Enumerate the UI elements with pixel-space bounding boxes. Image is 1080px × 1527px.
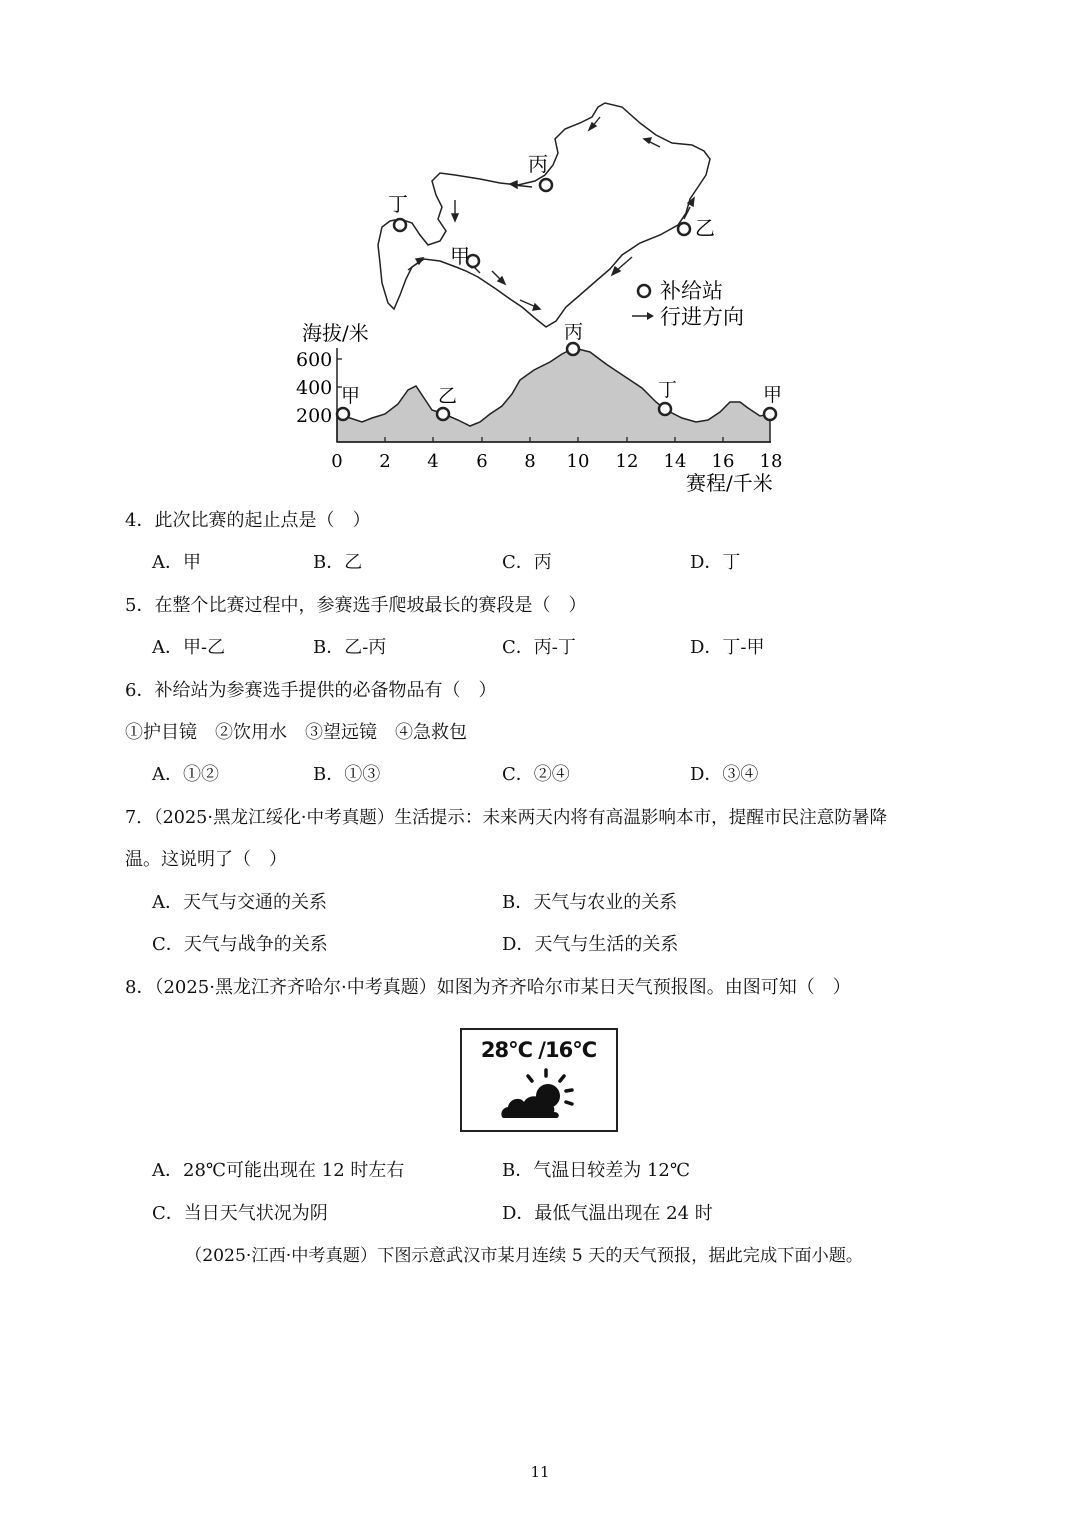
q5-option-a[interactable]: A．甲-乙 [152,637,226,658]
xtick-2: 2 [379,451,391,472]
next-section-intro: （2025·江西·中考真题）下图示意武汉市某月连续 5 天的天气预报，据此完成下面小题。 [185,1246,864,1266]
q4-stem: 4．此次比赛的起止点是（ ） [125,510,371,531]
route-map [360,95,780,335]
legend-supply-label: 补给站 [660,279,723,303]
q5-option-d[interactable]: D．丁-甲 [690,637,765,658]
q6-option-c[interactable]: C．②④ [502,764,570,785]
q5-option-c[interactable]: C．丙-丁 [502,637,576,658]
q8-option-c[interactable]: C．当日天气状况为阴 [152,1203,328,1224]
direction-arrows [408,117,694,310]
q6-stem: 6．补给站为参赛选手提供的必备物品有（ ） [125,680,497,701]
terrain-area [337,348,770,442]
q8-option-a[interactable]: A．28℃可能出现在 12 时左右 [152,1160,405,1181]
forecast-temperature: 28°C /16°C [480,1038,597,1062]
profile-xlabel: 赛程/千米 [686,471,773,495]
label-bing: 丙 [528,152,548,176]
station-bing [540,179,552,191]
xtick-12: 12 [615,451,639,472]
station-ding [394,219,406,231]
page-number: 11 [530,1463,550,1481]
point-yi [437,408,449,420]
point-bing [567,343,579,355]
elevation-profile [290,318,790,496]
profile-ylabel: 海拔/米 [302,321,369,345]
xtick-8: 8 [524,451,536,472]
label-jia: 甲 [450,244,470,268]
ytick-200: 200 [296,405,333,427]
label-ding: 丁 [388,192,408,216]
q5-option-b[interactable]: B．乙-丙 [313,637,387,658]
q8-option-d[interactable]: D．最低气温出现在 24 时 [502,1203,713,1224]
xtick-10: 10 [566,451,590,472]
point-jia-start [337,408,349,420]
plabel-jia-end: 甲 [763,384,783,406]
q7-option-a[interactable]: A．天气与交通的关系 [152,892,327,913]
q4-option-d[interactable]: D．丁 [690,552,741,573]
weather-forecast-card [460,1028,618,1132]
legend-direction-label: 行进方向 [660,305,744,329]
q7-option-b[interactable]: B．天气与农业的关系 [502,892,678,913]
q7-stem-line2: 温。这说明了（ ） [125,849,287,870]
q4-option-b[interactable]: B．乙 [313,552,363,573]
label-yi: 乙 [695,216,715,240]
q7-stem-line1: 7．（2025·黑龙江绥化·中考真题）生活提示：未来两天内将有高温影响本市，提醒市民注意防暑降 [125,808,888,828]
q7-option-d[interactable]: D．天气与生活的关系 [502,934,679,955]
xtick-16: 16 [711,451,735,472]
q4-option-c[interactable]: C．丙 [502,552,552,573]
xtick-6: 6 [476,451,488,472]
plabel-ding: 丁 [658,379,678,401]
supply-stations [394,179,690,267]
plabel-bing: 丙 [564,321,584,343]
plabel-jia-start: 甲 [341,385,361,407]
q7-option-c[interactable]: C．天气与战争的关系 [152,934,328,955]
q8-option-b[interactable]: B．气温日较差为 12℃ [502,1160,690,1181]
q4-option-a[interactable]: A．甲 [152,552,201,573]
station-yi [678,223,690,235]
q6-option-d[interactable]: D．③④ [690,764,759,785]
q6-option-b[interactable]: B．①③ [313,764,381,785]
plabel-yi: 乙 [438,385,458,407]
legend-supply-icon [638,285,650,297]
xtick-18: 18 [759,451,783,472]
point-ding [659,403,671,415]
sun-behind-cloud-icon [498,1066,582,1122]
xtick-4: 4 [427,451,439,472]
point-jia-end [764,408,776,420]
q8-stem: 8．（2025·黑龙江齐齐哈尔·中考真题）如图为齐齐哈尔市某日天气预报图。由图可知（ ） [125,977,851,998]
xtick-14: 14 [663,451,687,472]
q6-option-a[interactable]: A．①② [152,764,219,785]
q5-stem: 5．在整个比赛过程中，参赛选手爬坡最长的赛段是（ ） [125,595,587,616]
q6-items: ①护目镜 ②饮用水 ③望远镜 ④急救包 [125,722,467,743]
ytick-600: 600 [296,349,333,371]
xtick-0: 0 [331,451,343,472]
ytick-400: 400 [296,377,333,399]
